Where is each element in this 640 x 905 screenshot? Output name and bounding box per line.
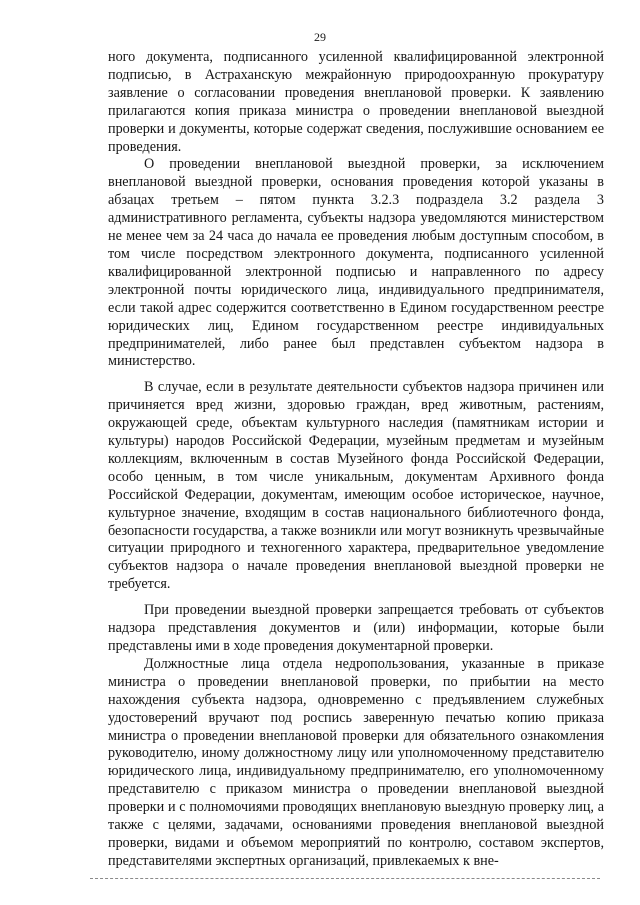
- paragraph-harm-exception: В случае, если в результате деятельности субъектов надзора причинен или причиняется вред жизни, здоровью граждан, вред животным, растениям, окружающей среде, объектам культурного наследия (памятникам истории и культуры) народов Российской Федерации, музейным предметам и музейным коллекциям, включенным в состав Музейного фонда Российской Федерации, особо ценным, в том числе уникальным, документам Архивного фонда Российской Федерации, документам, имеющим особое историческое, научное, культурное значение, входящим в состав национального библиотечного фонда, безопасности государства, а также возникли или могут возникнуть чрезвычайные ситуации природного и техногенного характера, предварительное уведомление субъектов надзора о начале проведения внеплановой выездной проверки не требуется.: [108, 379, 604, 593]
- paragraph-notification: О проведении внеплановой выездной проверки, за исключением внеплановой выездной проверки, основания проведения которой указаны в абзацах третьем – пятом пункта 3.2.3 подраздела 3.2 раздела 3 административного регламента, субъекты надзора уведомляются министерством не менее чем за 24 часа до начала ее проведения любым доступным способом, в том числе посредством электронного документа, подписанного усиленной квалифицированной электронной подписью и направленного по адресу электронной почты юридического лица, индивидуального предпринимателя, если такой адрес содержится соответственно в Едином государственном реестре юридических лиц, Едином государственном реестре индивидуальных предпринимателей, либо ранее был представлен субъектом надзора в министерство.: [108, 156, 604, 370]
- paragraph-continuation: ного документа, подписанного усиленной квалифицированной электронной подписью, в Астраханскую межрайонную природоохранную прокуратуру заявление о согласовании проведения внеплановой проверки. К заявлению прилагаются копия приказа министра о проведении внеплановой выездной проверки и документы, которые содержат сведения, послужившие основанием ее проведения.: [108, 49, 604, 155]
- footer-divider: [90, 878, 600, 879]
- document-body: [108, 49, 604, 871]
- paragraph-document-prohibition: При проведении выездной проверки запрещается требовать от субъектов надзора представления документов и (или) информации, которые были представлены ими в ходе проведения документарной проверки.: [108, 602, 604, 654]
- page-number: 29: [314, 30, 326, 44]
- paragraph-officials-arrival: Должностные лица отдела недропользования, указанные в приказе министра о проведении внеплановой проверки, по прибытии на место нахождения субъекта надзора, одновременно с предъявлением служебных удостоверений вручают под роспись заверенную печатью копию приказа министра о проведении внеплановой проверки для обязательного ознакомления руководителю, иному должностному лицу или уполномоченному представителю юридического лица, индивидуальному предпринимателю, его уполномоченному представителю с приказом министра о проведении внеплановой выездной проверки и с полномочиями проводящих внеплановую выездную проверку лиц, а также с целями, задачами, основаниями проведения внеплановой выездной проверки, видами и объемом мероприятий по контролю, составом экспертов, представителями экспертных организаций, привлекаемых к вне-: [108, 655, 604, 869]
